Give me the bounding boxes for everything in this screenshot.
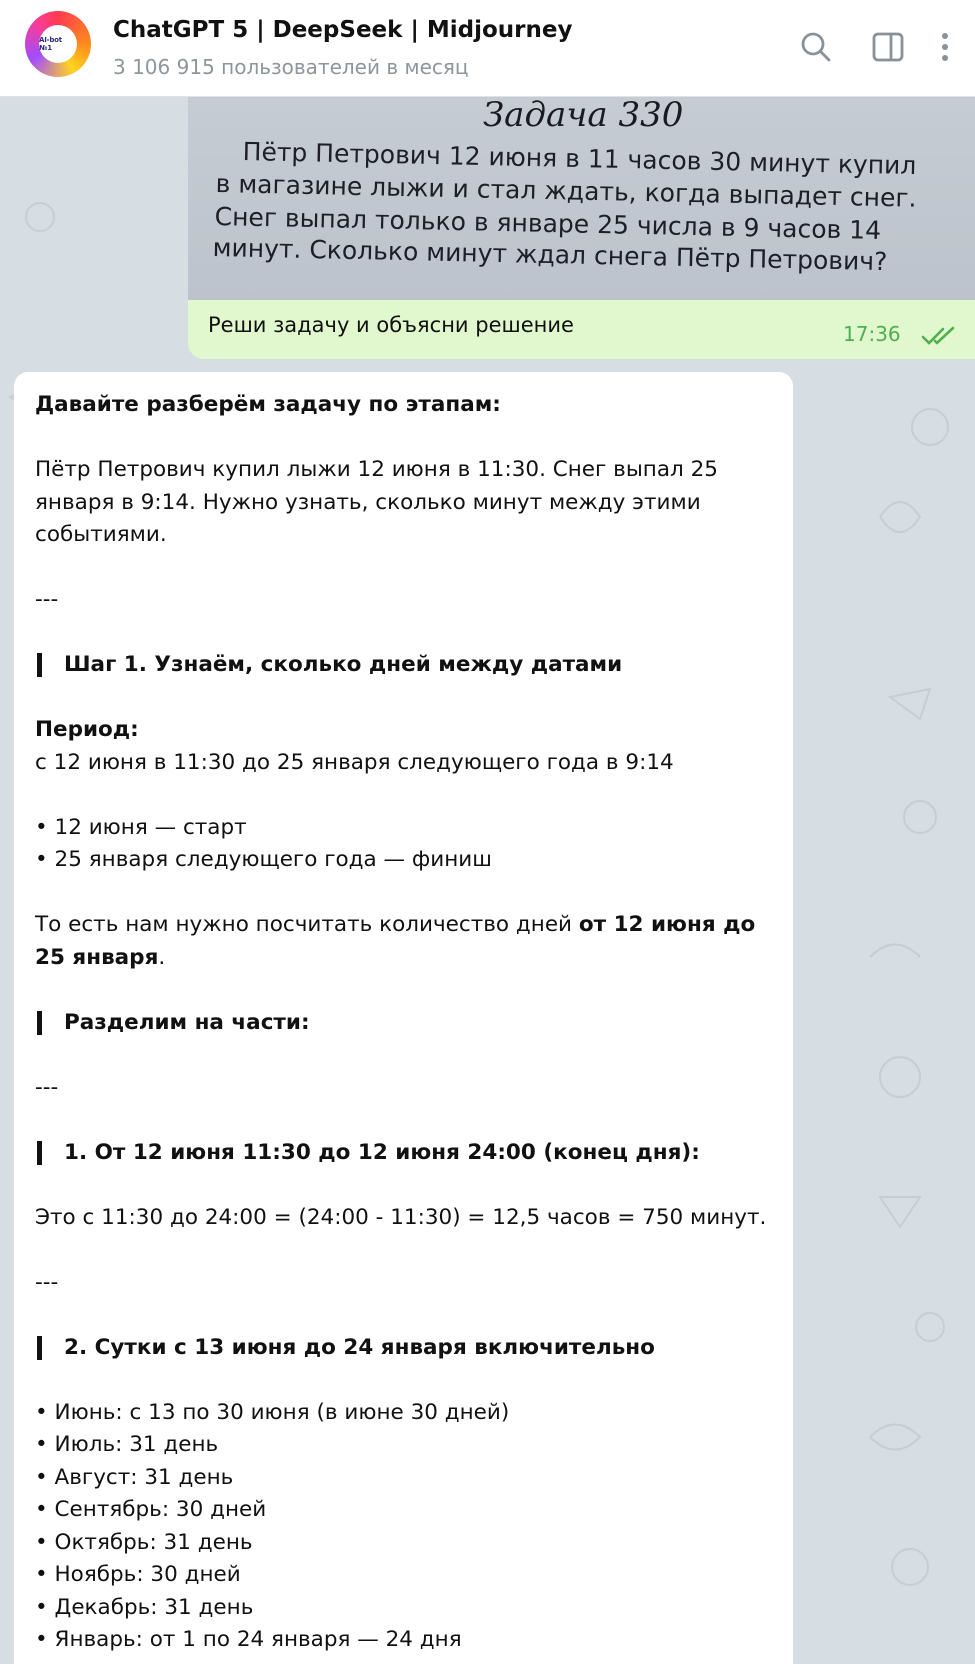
step-heading-text: Шаг 1. Узнаём, сколько дней между датами — [64, 652, 623, 677]
list-item: • Июль: 31 день — [35, 1432, 219, 1457]
count-line — [35, 942, 773, 975]
photo-text-line-2: в магазине лыжи и стал ждать, когда выпадет снег. — [215, 169, 917, 213]
chat-title[interactable]: ChatGPT 5 | DeepSeek | Midjourney — [113, 17, 573, 43]
double-check-icon — [921, 325, 957, 347]
answer-text-line: событиями. — [35, 522, 167, 547]
count-text: . — [158, 944, 166, 970]
count-text: То есть нам нужно посчитать количество дней — [35, 912, 579, 937]
step-heading — [35, 1332, 773, 1365]
outgoing-message[interactable] — [188, 97, 975, 359]
avatar-inner — [39, 25, 77, 63]
list-item: • Октябрь: 31 день — [35, 1529, 253, 1555]
count-line — [35, 909, 773, 942]
separator: --- — [35, 587, 59, 612]
quote-bar — [37, 1336, 42, 1360]
step-heading — [35, 649, 773, 682]
chat-header — [0, 0, 975, 97]
separator: --- — [35, 1269, 59, 1295]
list-item: • 25 января следующего года — финиш — [35, 847, 492, 872]
quote-bar — [37, 653, 42, 677]
answer-intro: Давайте разберём задачу по этапам: — [35, 392, 501, 417]
message-caption: Реши задачу и объясни решение — [208, 313, 574, 337]
photo-text-line-3: Снег выпал только в январе 25 числа в 9 часов 14 — [214, 202, 882, 245]
incoming-message[interactable] — [14, 372, 793, 1664]
list-item: • Январь: от 1 по 24 января — 24 дня — [35, 1627, 462, 1652]
period-label: Период: — [35, 717, 139, 742]
count-bold: от 12 июня до — [578, 912, 756, 937]
step-heading — [35, 1137, 773, 1170]
list-item: • Июнь: с 13 по 30 июня (в июне 30 дней) — [35, 1399, 510, 1425]
answer-text-line: Пётр Петрович купил лыжи 12 июня в 11:30. Снег выпал 25 — [35, 457, 718, 482]
chat-avatar[interactable] — [25, 11, 91, 77]
period-text: с 12 июня в 11:30 до 25 января следующего года в 9:14 — [35, 749, 674, 775]
step-heading-text: Разделим на части: — [64, 1009, 310, 1035]
search-icon[interactable] — [799, 30, 833, 64]
photo-text-line-4: минут. Сколько минут ждал снега Пётр Петрович? — [212, 233, 888, 277]
quote-bar — [37, 1011, 42, 1035]
list-item: • Сентябрь: 30 дней — [35, 1497, 267, 1522]
task-photo[interactable] — [188, 97, 975, 300]
more-vertical-icon[interactable] — [935, 30, 955, 64]
message-time: 17:36 — [843, 322, 901, 346]
step-heading — [35, 1007, 773, 1040]
step-heading-text: 2. Сутки с 13 июня до 24 января включительно — [64, 1334, 655, 1360]
count-bold: 25 января — [35, 944, 159, 970]
step-heading-text: 1. От 12 июня 11:30 до 12 июня 24:00 (конец дня): — [64, 1139, 700, 1165]
photo-text-line-1: Пётр Петрович 12 июня в 11 часов 30 минут купил — [242, 137, 917, 181]
answer-text-line: Это с 11:30 до 24:00 = (24:00 - 11:30) = 12,5 часов = 750 минут. — [35, 1204, 767, 1230]
photo-task-title: Задача 330 — [483, 97, 684, 135]
list-item: • Ноябрь: 30 дней — [35, 1562, 241, 1587]
sidebar-toggle-icon[interactable] — [871, 30, 905, 64]
answer-text-line: января в 9:14. Нужно узнать, сколько минут между этими — [35, 489, 701, 515]
list-item: • Декабрь: 31 день — [35, 1594, 254, 1620]
avatar-logo-text: AI-bot №1 — [39, 36, 62, 52]
separator: --- — [35, 1074, 59, 1100]
quote-bar — [37, 1141, 42, 1165]
list-item: • 12 июня — старт — [35, 814, 247, 840]
chat-member-count: 3 106 915 пользователей в месяц — [113, 55, 469, 79]
list-item: • Август: 31 день — [35, 1464, 234, 1490]
